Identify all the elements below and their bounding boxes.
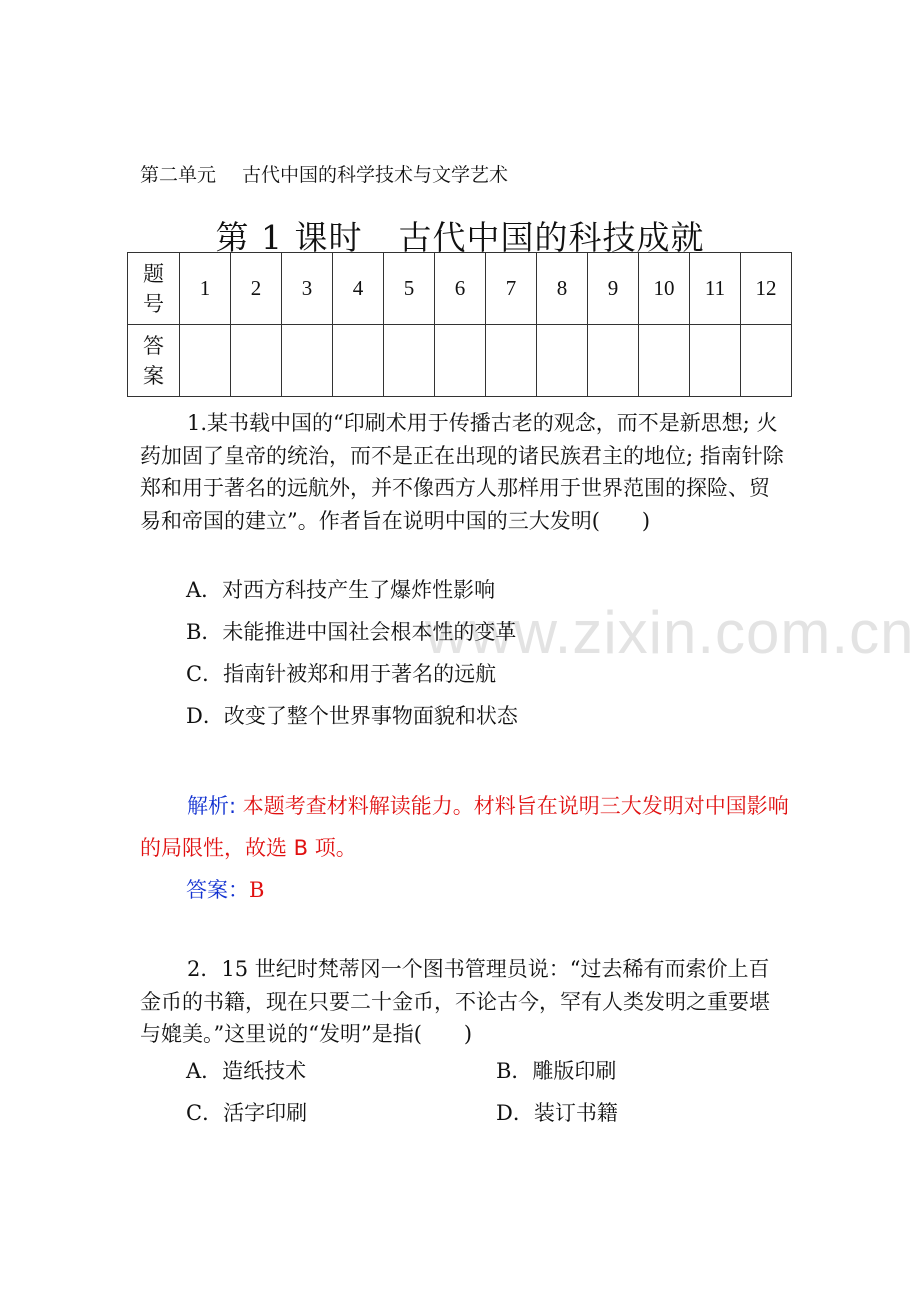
answer-cell[interactable] [537,325,588,397]
lesson-number: 第 1 课时 [215,218,363,257]
question-1-analysis [140,785,790,869]
question-1-option-b[interactable]: B．未能推进中国社会根本性的变革 [186,620,517,644]
unit-name: 古代中国的科学技术与文学艺术 [242,164,509,186]
question-2-stem: 2．15 世纪时梵蒂冈一个图书管理员说：“过去稀有而索价上百金币的书籍，现在只要二十金币，不论古今，罕有人类发明之重要堪与媲美。”这里说的“发明”是指( ) [140,957,770,1046]
answer-cell[interactable] [435,325,486,397]
question-number-cell: 6 [435,253,486,325]
answer-cell[interactable] [639,325,690,397]
row-label-question-number: 题 号 [128,253,180,325]
answer-cell[interactable] [180,325,231,397]
question-number-cell: 9 [588,253,639,325]
question-1-option-a[interactable]: A．对西方科技产生了爆炸性影响 [186,578,496,602]
question-number-cell: 7 [486,253,537,325]
question-number-cell: 8 [537,253,588,325]
answer-value: B [249,878,265,902]
question-1-stem: 1.某书载中国的“印刷术用于传播古老的观念，而不是新思想; 火药加固了皇帝的统治，而不是正在出现的诸民族君主的地位; 指南针除郑和用于著名的远航外，并不像西方人那样用于世界范围的探险、贸易和帝国的建立”。作者旨在说明中国的三大发明( ) [140,411,784,533]
answer-cell[interactable] [231,325,282,397]
answer-row [128,325,792,397]
question-2-option-d[interactable]: D．装订书籍 [496,1101,618,1125]
question-number-row [128,253,792,325]
watermark-text: www.zixin.com.cn [425,599,915,666]
answer-cell[interactable] [741,325,792,397]
answer-label: 答案： [186,878,249,902]
question-number-cell: 3 [282,253,333,325]
question-1-option-c[interactable]: C．指南针被郑和用于著名的远航 [186,662,497,686]
answer-cell[interactable] [486,325,537,397]
question-2-option-b[interactable]: B．雕版印刷 [496,1059,617,1083]
question-number-cell: 4 [333,253,384,325]
question-2-option-a[interactable]: A．造纸技术 [186,1059,307,1083]
analysis-label: 解析: [187,794,237,818]
answer-grid [127,252,792,397]
question-2-option-c[interactable]: C．活字印刷 [186,1101,308,1125]
question-number-cell: 1 [180,253,231,325]
question-1-answer [186,874,264,904]
question-number-cell: 10 [639,253,690,325]
question-number-cell: 11 [690,253,741,325]
answer-cell[interactable] [690,325,741,397]
question-number-cell: 5 [384,253,435,325]
lesson-name: 古代中国的科技成就 [398,218,705,257]
unit-title [140,160,508,187]
answer-cell[interactable] [333,325,384,397]
answer-cell[interactable] [384,325,435,397]
answer-cell[interactable] [282,325,333,397]
question-number-cell: 2 [231,253,282,325]
question-number-cell: 12 [741,253,792,325]
analysis-text: 本题考查材料解读能力。材料旨在说明三大发明对中国影响的局限性，故选 B 项。 [140,794,789,860]
unit-number: 第二单元 [140,164,217,186]
answer-cell[interactable] [588,325,639,397]
question-1-option-d[interactable]: D．改变了整个世界事物面貌和状态 [186,704,518,728]
row-label-answer: 答 案 [128,325,180,397]
